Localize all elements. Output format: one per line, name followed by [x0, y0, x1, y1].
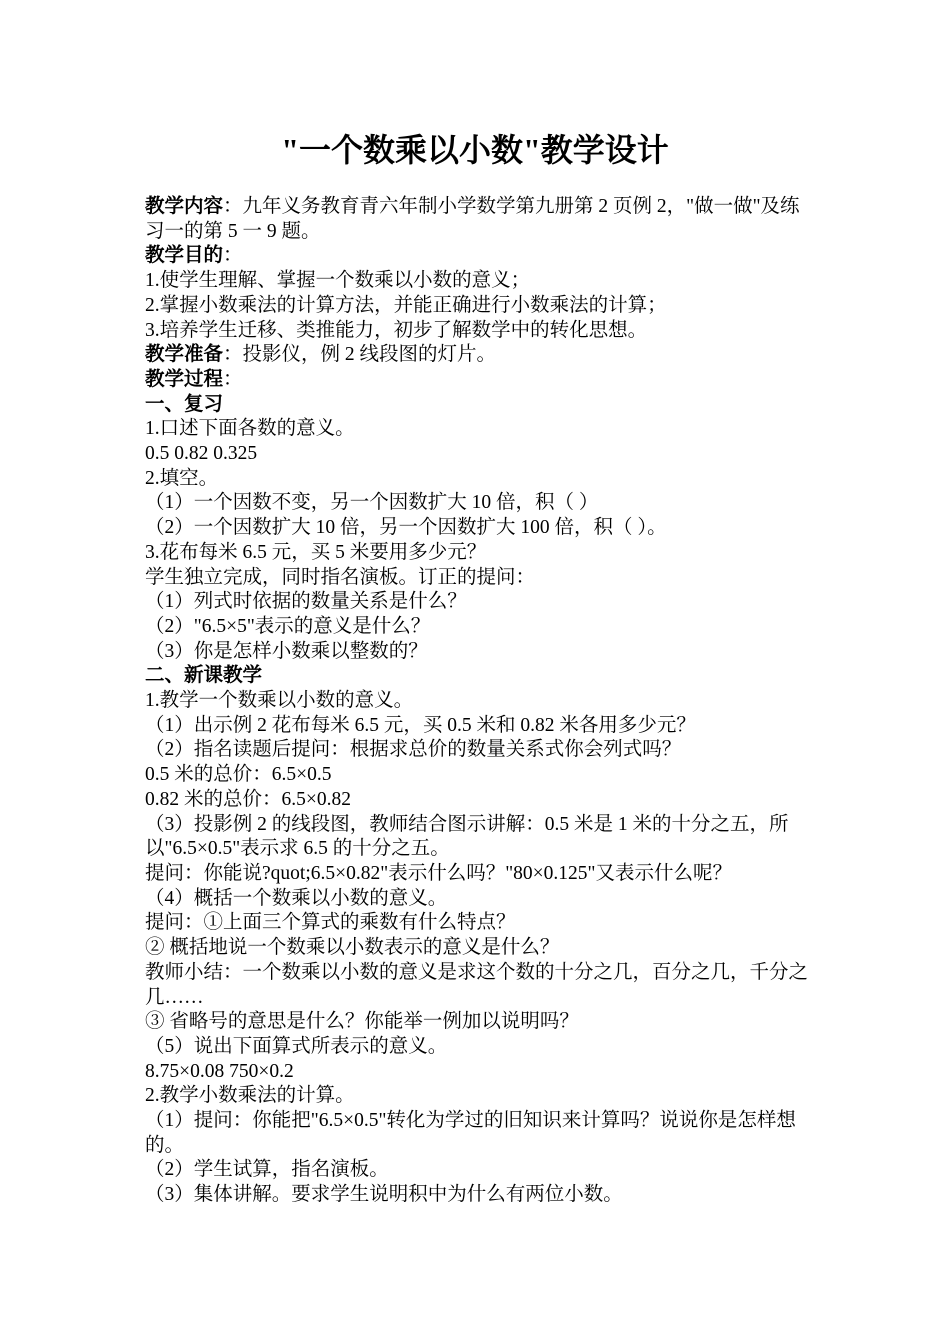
new-lesson-line-9: 提问：①上面三个算式的乘数有什么特点？: [145, 912, 516, 934]
teaching-purpose-colon: ：: [223, 245, 243, 267]
review-line-8: （1）列式时依据的数量关系是什么？: [145, 591, 467, 613]
teaching-preparation-label: 教学准备: [145, 344, 224, 366]
review-line-6: 3.花布每米 6.5 元，买 5 米要用多少元？: [145, 541, 487, 563]
teaching-process-heading: [145, 368, 815, 393]
teaching-preparation: [145, 343, 815, 368]
teaching-process-label: 教学过程: [145, 368, 224, 390]
teaching-preparation-text: ：投影仪，例 2 线段图的灯片。: [223, 344, 497, 366]
new-lesson-line-16: （1）提问：你能把"6.5×0.5"转化为学过的旧知识来计算吗？说说你是怎样想的。: [145, 1110, 796, 1156]
new-lesson-line-6: （3）投影例 2 的线段图，教师结合图示讲解：0.5 米是 1 米的十分之五，所以"6.5×0.5"表示求 6.5 的十分之五。: [145, 813, 789, 860]
teaching-purpose-label: 教学目的: [145, 245, 224, 267]
new-lesson-line-15: 2.教学小数乘法的计算。: [145, 1085, 355, 1107]
review-line-3: 2.填空。: [145, 467, 219, 489]
document-body: [145, 195, 815, 1208]
review-line-4: （1）一个因数不变，另一个因数扩大 10 倍，积（ ）: [145, 492, 599, 514]
purpose-item-3: 3.培养学生迁移、类推能力，初步了解数学中的转化思想。: [145, 319, 648, 341]
new-lesson-line-7: 提问：你能说?quot;6.5×0.82"表示什么吗？"80×0.125"又表示什么呢？: [145, 862, 732, 884]
teaching-process-colon: ：: [223, 368, 243, 390]
teaching-purpose-heading: [145, 244, 815, 269]
new-lesson-line-13: （5）说出下面算式所表示的意义。: [145, 1035, 448, 1057]
new-lesson-line-17: （2）学生试算，指名演板。: [145, 1159, 389, 1181]
document-title: "一个数乘以小数"教学设计: [281, 132, 669, 168]
purpose-item-2: 2.掌握小数乘法的计算方法，并能正确进行小数乘法的计算；: [145, 294, 667, 316]
new-lesson-line-8: （4）概括一个数乘以小数的意义。: [145, 887, 448, 909]
new-lesson-line-11: 教师小结：一个数乘以小数的意义是求这个数的十分之几，百分之几，千分之几……: [145, 961, 809, 1008]
review-line-5: （2）一个因数扩大 10 倍，另一个因数扩大 100 倍，积（ ）。: [145, 517, 667, 539]
review-line-7: 学生独立完成，同时指名演板。订正的提问：: [145, 566, 536, 588]
new-lesson-heading: 二、新课教学: [145, 665, 263, 687]
new-lesson-line-2: （1）出示例 2 花布每米 6.5 元，买 0.5 米和 0.82 米各用多少元？: [145, 714, 696, 736]
review-line-9: （2）"6.5×5"表示的意义是什么？: [145, 615, 431, 637]
new-lesson-line-5: 0.82 米的总价：6.5×0.82: [145, 788, 351, 810]
review-line-10: （3）你是怎样小数乘以整数的？: [145, 640, 428, 662]
review-heading: 一、复习: [145, 393, 224, 415]
new-lesson-line-1: 1.教学一个数乘以小数的意义。: [145, 690, 414, 712]
new-lesson-line-14: 8.75×0.08 750×0.2: [145, 1060, 294, 1082]
teaching-content-text: ：九年义务教育青六年制小学数学第九册第 2 页例 2，"做一做"及练习一的第 5 一 9 题。: [145, 196, 800, 242]
new-lesson-line-12: ③ 省略号的意思是什么？你能举一例加以说明吗？: [145, 1011, 579, 1033]
new-lesson-line-18: （3）集体讲解。要求学生说明积中为什么有两位小数。: [145, 1184, 623, 1206]
teaching-content: [145, 195, 815, 244]
review-line-2: 0.5 0.82 0.325: [145, 443, 258, 465]
new-lesson-line-4: 0.5 米的总价：6.5×0.5: [145, 764, 332, 786]
review-line-1: 1.口述下面各数的意义。: [145, 418, 355, 440]
new-lesson-line-3: （2）指名读题后提问：根据求总价的数量关系式你会列式吗？: [145, 739, 682, 761]
teaching-content-label: 教学内容: [145, 196, 224, 217]
purpose-item-1: 1.使学生理解、掌握一个数乘以小数的意义；: [145, 270, 531, 292]
new-lesson-line-10: ② 概括地说一个数乘以小数表示的意义是什么？: [145, 937, 560, 959]
